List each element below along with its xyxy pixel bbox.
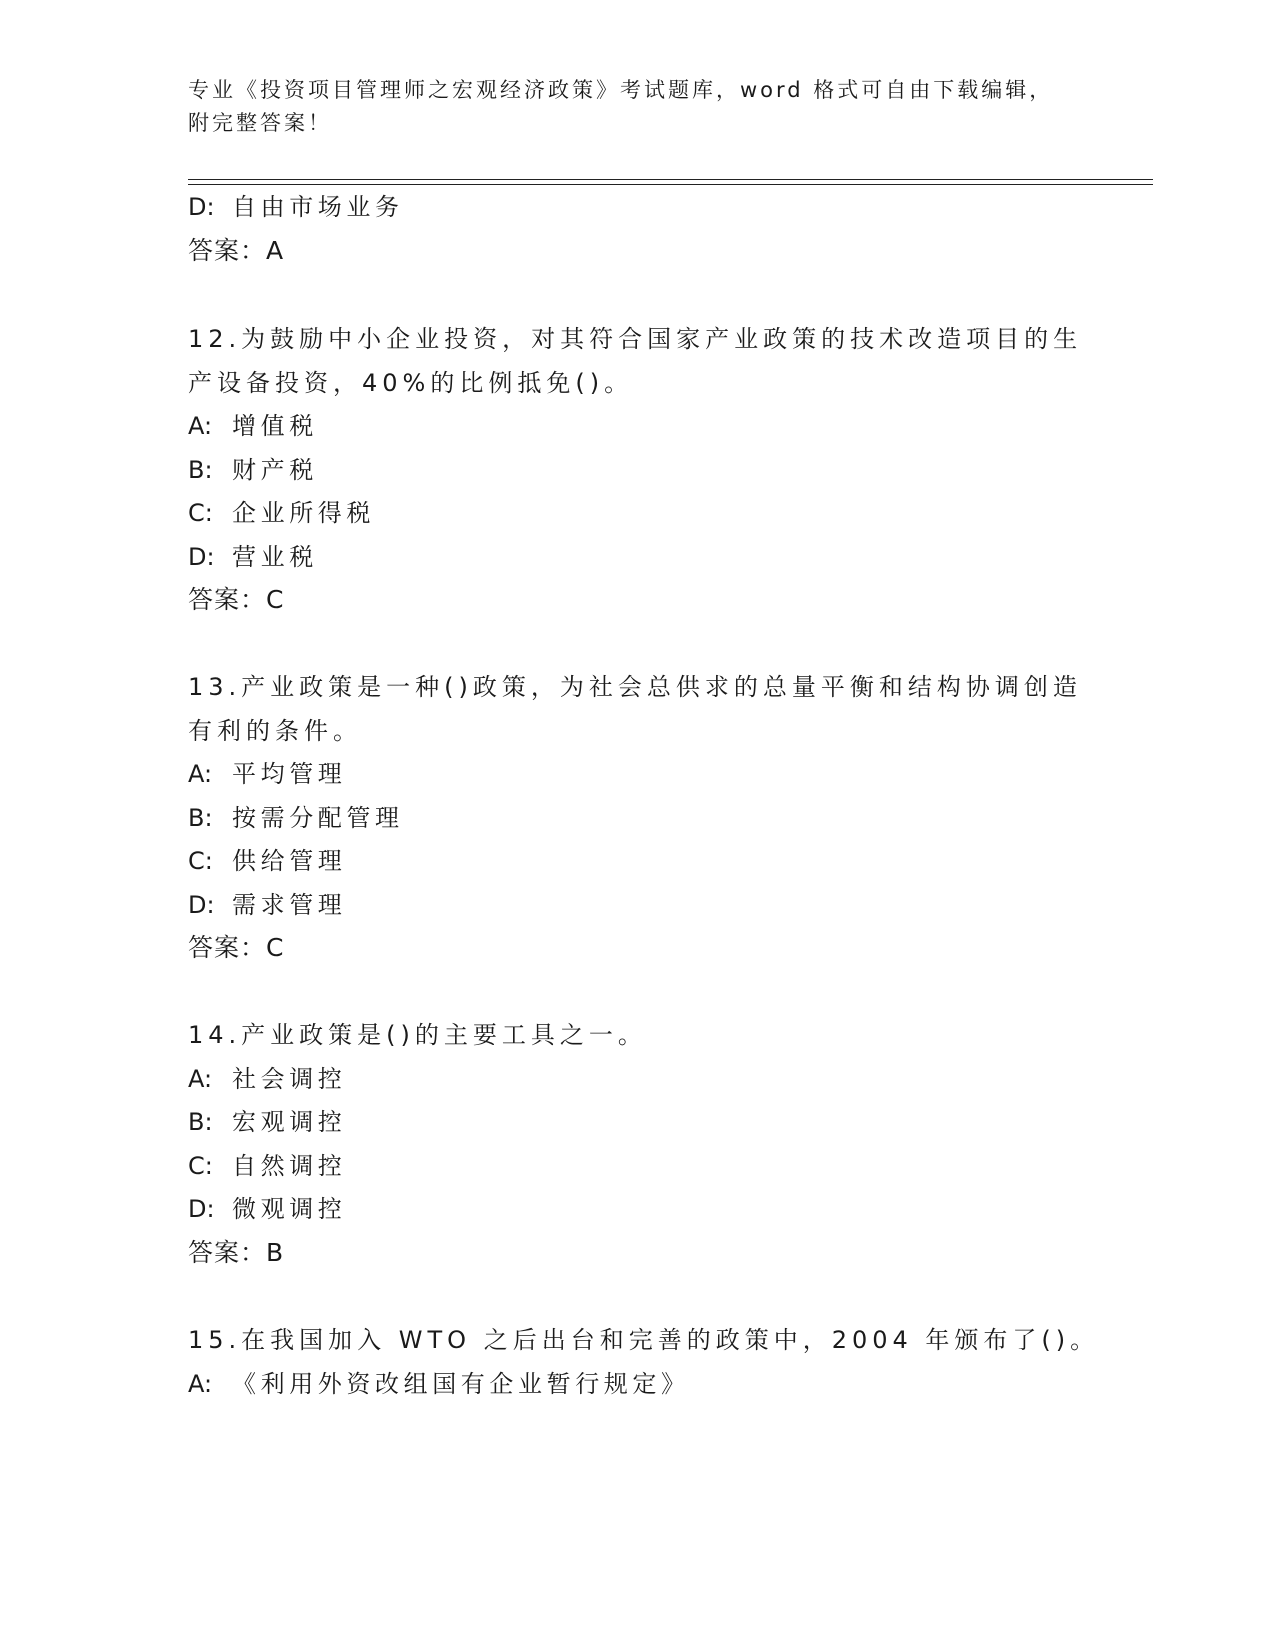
option-label: A: <box>188 760 213 788</box>
option-label: D: <box>188 193 215 221</box>
option-c <box>188 498 375 528</box>
option-b <box>188 455 318 485</box>
option-label: C: <box>188 1152 213 1180</box>
answer-line: 答案：C <box>188 585 285 614</box>
answer-line: 答案：B <box>188 1238 285 1267</box>
option-b <box>188 1107 346 1137</box>
question-14-stem-line-1: 14.产业政策是()的主要工具之一。 <box>188 1021 647 1049</box>
option-label: C: <box>188 847 213 875</box>
question-13-stem-line-2: 有利的条件。 <box>188 717 362 745</box>
option-text: 供给管理 <box>232 847 347 875</box>
option-text: 社会调控 <box>232 1065 347 1093</box>
option-d <box>188 890 346 920</box>
option-text: 增值税 <box>232 412 318 440</box>
option-label: B: <box>188 804 213 832</box>
question-15-stem-line-1: 15.在我国加入 WTO 之后出台和完善的政策中，2004 年颁布了()。 <box>188 1326 1100 1354</box>
option-label: A: <box>188 1065 213 1093</box>
option-text: 微观调控 <box>232 1195 347 1223</box>
question-12-stem-line-2: 产设备投资，40%的比例抵免()。 <box>188 369 634 397</box>
option-label: D: <box>188 891 215 919</box>
option-label: B: <box>188 1108 213 1136</box>
option-text: 平均管理 <box>232 760 347 788</box>
option-text: 营业税 <box>232 543 318 571</box>
option-label: C: <box>188 499 213 527</box>
option-label: D: <box>188 543 215 571</box>
option-a <box>188 411 318 441</box>
option-text: 企业所得税 <box>232 499 375 527</box>
header-line-2: 附完整答案！ <box>188 111 332 135</box>
question-13-stem-line-1: 13.产业政策是一种()政策，为社会总供求的总量平衡和结构协调创造 <box>188 673 1082 701</box>
option-text: 按需分配管理 <box>232 804 404 832</box>
option-text: 《利用外资改组国有企业暂行规定》 <box>232 1370 690 1398</box>
header-divider-top <box>188 179 1153 180</box>
header-line-1: 专业《投资项目管理师之宏观经济政策》考试题库，word 格式可自由下载编辑， <box>188 78 1054 102</box>
option-a <box>188 1064 346 1094</box>
option-text: 宏观调控 <box>232 1108 347 1136</box>
option-label: B: <box>188 456 213 484</box>
option-label: A: <box>188 412 213 440</box>
question-12-stem-line-1: 12.为鼓励中小企业投资，对其符合国家产业政策的技术改造项目的生 <box>188 325 1083 353</box>
option-label: A: <box>188 1370 213 1398</box>
option-text: 自然调控 <box>232 1152 347 1180</box>
option-text: 需求管理 <box>232 891 347 919</box>
option-d <box>188 542 318 572</box>
header-divider-bottom <box>188 184 1153 185</box>
option-b <box>188 803 404 833</box>
option-text: 自由市场业务 <box>232 193 404 221</box>
answer-line: 答案：A <box>188 236 285 265</box>
option-label: D: <box>188 1195 215 1223</box>
answer-line: 答案：C <box>188 933 285 962</box>
option-d <box>188 192 404 222</box>
option-a <box>188 759 346 789</box>
option-a <box>188 1369 690 1399</box>
option-d <box>188 1194 346 1224</box>
option-text: 财产税 <box>232 456 318 484</box>
option-c <box>188 1151 346 1181</box>
document-header <box>188 74 1088 140</box>
option-c <box>188 846 346 876</box>
